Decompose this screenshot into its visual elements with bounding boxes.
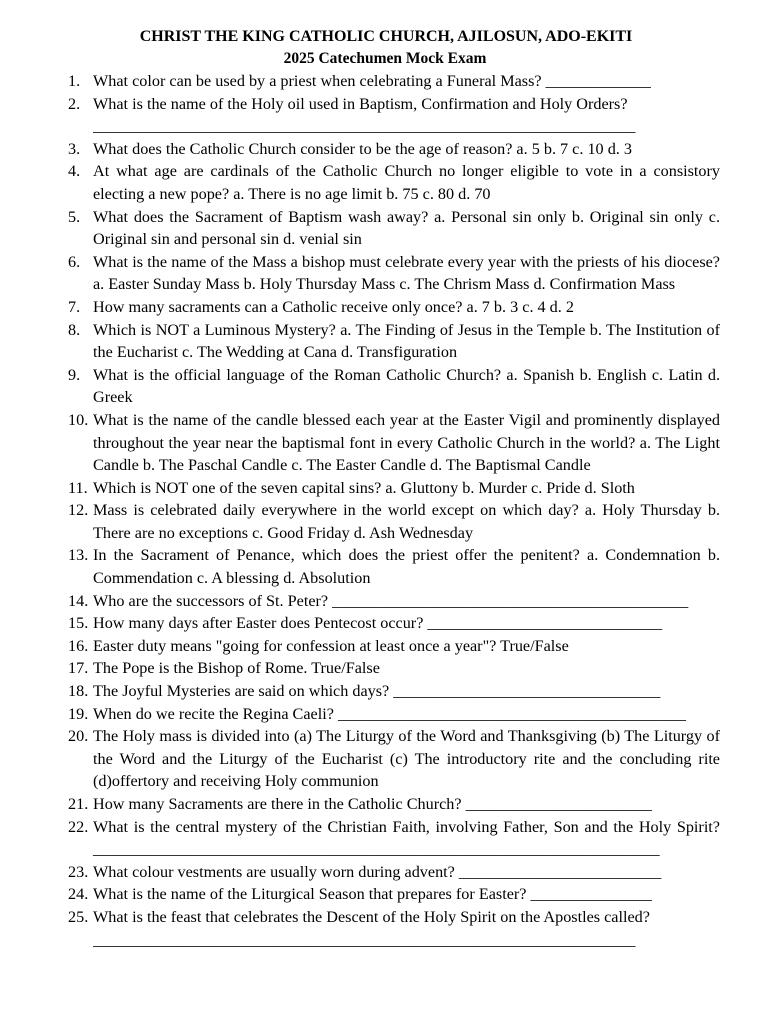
answer-blank-line: ___________________________________________________________________ bbox=[93, 117, 636, 136]
question-item bbox=[68, 251, 720, 296]
question-text: The Holy mass is divided into (a) The Liturgy of the Word and Thanksgiving (b) The Liturgy of the Word and the Liturgy of the Eucharist (c) The introductory rite and the concluding rite (d)offertory and receiving Holy communion bbox=[93, 727, 720, 791]
question-text: In the Sacrament of Penance, which does the priest offer the penitent? a. Condemnation b. Commendation c. A blessing d. Absolution bbox=[93, 546, 720, 588]
question-number: 18. bbox=[68, 682, 89, 701]
question-text: What is the name of the candle blessed each year at the Easter Vigil and prominently displayed throughout the year near the baptismal font in every Catholic Church in the world? a. The Light Candle b. The Paschal Candle c. The Easter Candle d. The Baptismal Candle bbox=[93, 410, 720, 475]
church-title: CHRIST THE KING CATHOLIC CHURCH, AJILOSUN, ADO-EKITI bbox=[139, 28, 633, 45]
question-number: 16. bbox=[68, 636, 89, 655]
question-text: What color can be used by a priest when celebrating a Funeral Mass? _____________ bbox=[93, 72, 651, 90]
question-item bbox=[68, 680, 720, 703]
question-text: At what age are cardinals of the Catholic Church no longer eligible to vote in a consistory electing a new pope? a. There is no age limit b. 75 c. 80 d. 70 bbox=[93, 162, 720, 203]
question-text: How many days after Easter does Pentecost occur? _____________________________ bbox=[93, 614, 663, 633]
question-number: 1. bbox=[68, 72, 81, 90]
question-number: 19. bbox=[68, 704, 89, 723]
question-number: 17. bbox=[68, 659, 89, 678]
question-item bbox=[68, 206, 720, 251]
question-item bbox=[68, 590, 720, 613]
question-item bbox=[68, 477, 720, 500]
question-item bbox=[68, 657, 720, 680]
question-text: Mass is celebrated daily everywhere in the world except on which day? a. Holy Thursday b. There are no exceptions c. Good Friday d. Ash Wednesday bbox=[93, 501, 720, 542]
question-item bbox=[68, 861, 720, 884]
question-text: What is the feast that celebrates the Descent of the Holy Spirit on the Apostles called? bbox=[93, 907, 650, 926]
question-text: Which is NOT one of the seven capital sins? a. Gluttony b. Murder c. Pride d. Sloth bbox=[93, 478, 635, 497]
question-item bbox=[68, 160, 720, 205]
question-number: 23. bbox=[68, 862, 89, 881]
question-item bbox=[68, 138, 720, 161]
question-item bbox=[68, 816, 720, 861]
question-number: 6. bbox=[68, 252, 81, 271]
question-item bbox=[68, 544, 720, 589]
question-item bbox=[68, 635, 720, 658]
question-number: 13. bbox=[68, 546, 89, 565]
question-text: The Pope is the Bishop of Rome. True/False bbox=[93, 659, 380, 678]
question-item bbox=[68, 70, 720, 93]
question-text: What is the central mystery of the Christian Faith, involving Father, Son and the Holy Spirit? ______________________________________________________________________ bbox=[93, 817, 720, 859]
question-number: 20. bbox=[68, 727, 89, 746]
question-number: 10. bbox=[68, 410, 89, 429]
question-list bbox=[68, 70, 720, 951]
question-text: What is the name of the Liturgical Season that prepares for Easter? _______________ bbox=[93, 885, 652, 904]
question-number: 5. bbox=[68, 207, 81, 226]
question-item bbox=[68, 725, 720, 793]
question-text: When do we recite the Regina Caeli? ___________________________________________ bbox=[93, 704, 686, 723]
question-number: 7. bbox=[68, 297, 81, 316]
question-item bbox=[68, 883, 720, 906]
question-text: What is the official language of the Roman Catholic Church? a. Spanish b. English c. Latin d. Greek bbox=[93, 365, 720, 407]
question-item bbox=[68, 319, 720, 364]
question-text: What is the name of the Holy oil used in Baptism, Confirmation and Holy Orders? bbox=[93, 94, 628, 113]
question-item bbox=[68, 93, 720, 138]
question-item bbox=[68, 364, 720, 409]
question-number: 12. bbox=[68, 501, 89, 520]
question-text: How many Sacraments are there in the Catholic Church? _______________________ bbox=[93, 795, 652, 813]
question-number: 4. bbox=[68, 162, 81, 181]
question-item bbox=[68, 612, 720, 635]
question-number: 25. bbox=[68, 907, 89, 926]
question-text: What is the name of the Mass a bishop must celebrate every year with the priests of his diocese? a. Easter Sunday Mass b. Holy Thursday Mass c. The Chrism Mass d. Confirmation Mass bbox=[93, 252, 720, 294]
question-number: 21. bbox=[68, 795, 89, 813]
answer-blank-line: ___________________________________________________________________ bbox=[93, 930, 636, 949]
question-item bbox=[68, 703, 720, 726]
question-number: 14. bbox=[68, 591, 89, 610]
question-text: Easter duty means "going for confession at least once a year"? True/False bbox=[93, 636, 569, 655]
question-number: 15. bbox=[68, 614, 89, 633]
question-text: Which is NOT a Luminous Mystery? a. The Finding of Jesus in the Temple b. The Institution of the Eucharist c. The Wedding at Cana d. Transfiguration bbox=[93, 320, 720, 362]
question-number: 3. bbox=[68, 139, 81, 158]
question-number: 8. bbox=[68, 320, 81, 339]
question-text: What colour vestments are usually worn during advent? _________________________ bbox=[93, 862, 662, 881]
question-item bbox=[68, 793, 720, 816]
question-text: The Joyful Mysteries are said on which days? _________________________________ bbox=[93, 682, 661, 701]
question-text: What does the Catholic Church consider to be the age of reason? a. 5 b. 7 c. 10 d. 3 bbox=[93, 139, 632, 158]
question-number: 22. bbox=[68, 817, 89, 836]
question-item bbox=[68, 296, 720, 319]
question-item bbox=[68, 906, 720, 951]
question-number: 9. bbox=[68, 365, 81, 384]
question-text: Who are the successors of St. Peter? ____________________________________________ bbox=[93, 591, 689, 610]
exam-subtitle: 2025 Catechumen Mock Exam bbox=[283, 50, 487, 67]
question-text: How many sacraments can a Catholic receive only once? a. 7 b. 3 c. 4 d. 2 bbox=[93, 297, 574, 316]
question-number: 11. bbox=[68, 478, 88, 497]
question-number: 24. bbox=[68, 885, 89, 904]
question-item bbox=[68, 409, 720, 477]
question-number: 2. bbox=[68, 94, 81, 113]
question-text: What does the Sacrament of Baptism wash away? a. Personal sin only b. Original sin only c. Original sin and personal sin d. venial sin bbox=[93, 207, 720, 249]
question-item bbox=[68, 499, 720, 544]
